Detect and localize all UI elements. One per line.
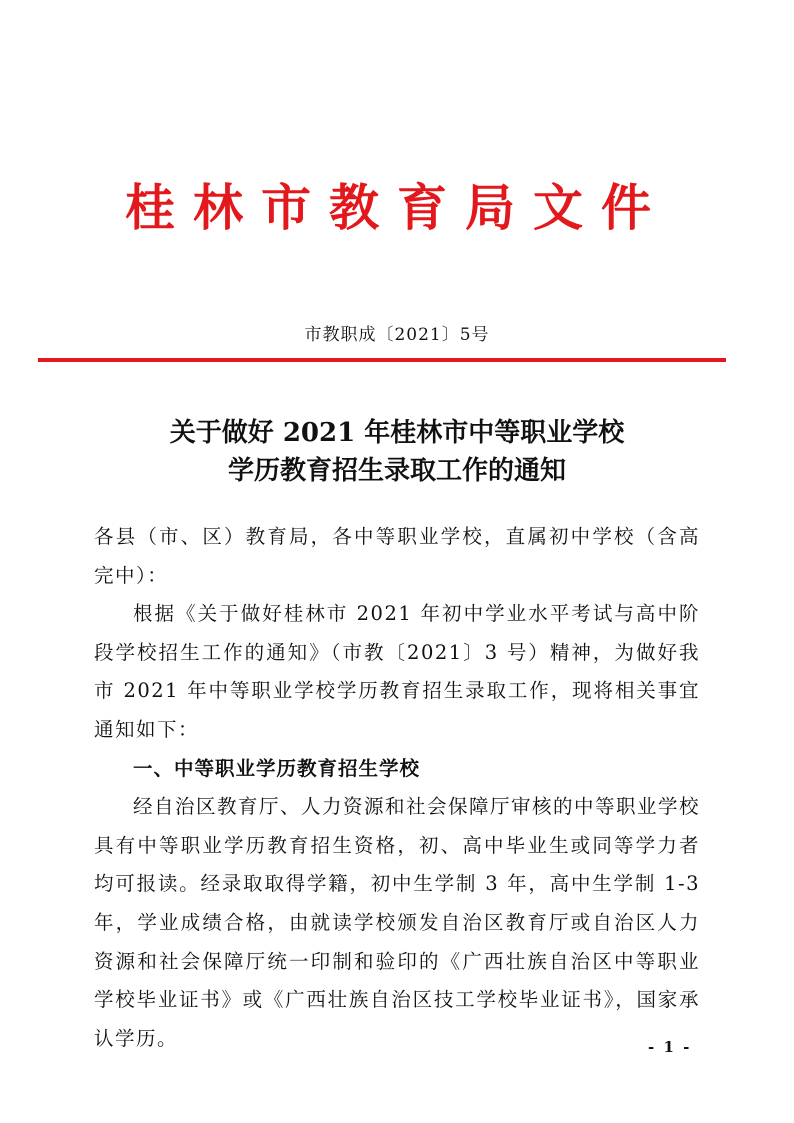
page-number: - 1 -	[648, 1038, 692, 1056]
section-1-heading: 一、中等职业学历教育招生学校	[133, 756, 421, 780]
issuer-header-title: 桂林市教育局文件	[125, 179, 669, 237]
intro-paragraph: 根据《关于做好桂林市 2021 年初中学业水平考试与高中阶段学校招生工作的通知》（市教〔2021〕3 号）精神，为做好我市 2021 年中等职业学校学历教育招生录取工作，现将相关事宜通知如下：	[94, 602, 700, 741]
red-divider-line	[38, 358, 726, 362]
document-title-line-1: 关于做好 2021 年桂林市中等职业学校	[169, 418, 625, 448]
section-1-paragraph: 经自治区教育厅、人力资源和社会保障厅审核的中等职业学校具有中等职业学历教育招生资格，初、高中毕业生或同等学力者均可报读。经录取取得学籍，初中生学制 3 年，高中生学制 1-3 年，学业成绩合格，由就读学校颁发自治区教育厅或自治区人力资源和社会保障厅统一印制和验印的《广西壮族自治区中等职业学校毕业证书》或《广西壮族自治区技工学校毕业证书》，国家承认学历。	[94, 795, 701, 1050]
document-number: 市教职成〔2021〕5号	[304, 325, 490, 345]
salutation: 各县（市、区）教育局，各中等职业学校，直属初中学校（含高完中）：	[94, 525, 700, 587]
document-title-line-2: 学历教育招生录取工作的通知	[227, 456, 566, 486]
document-title	[0, 414, 794, 490]
document-body	[94, 518, 700, 1058]
